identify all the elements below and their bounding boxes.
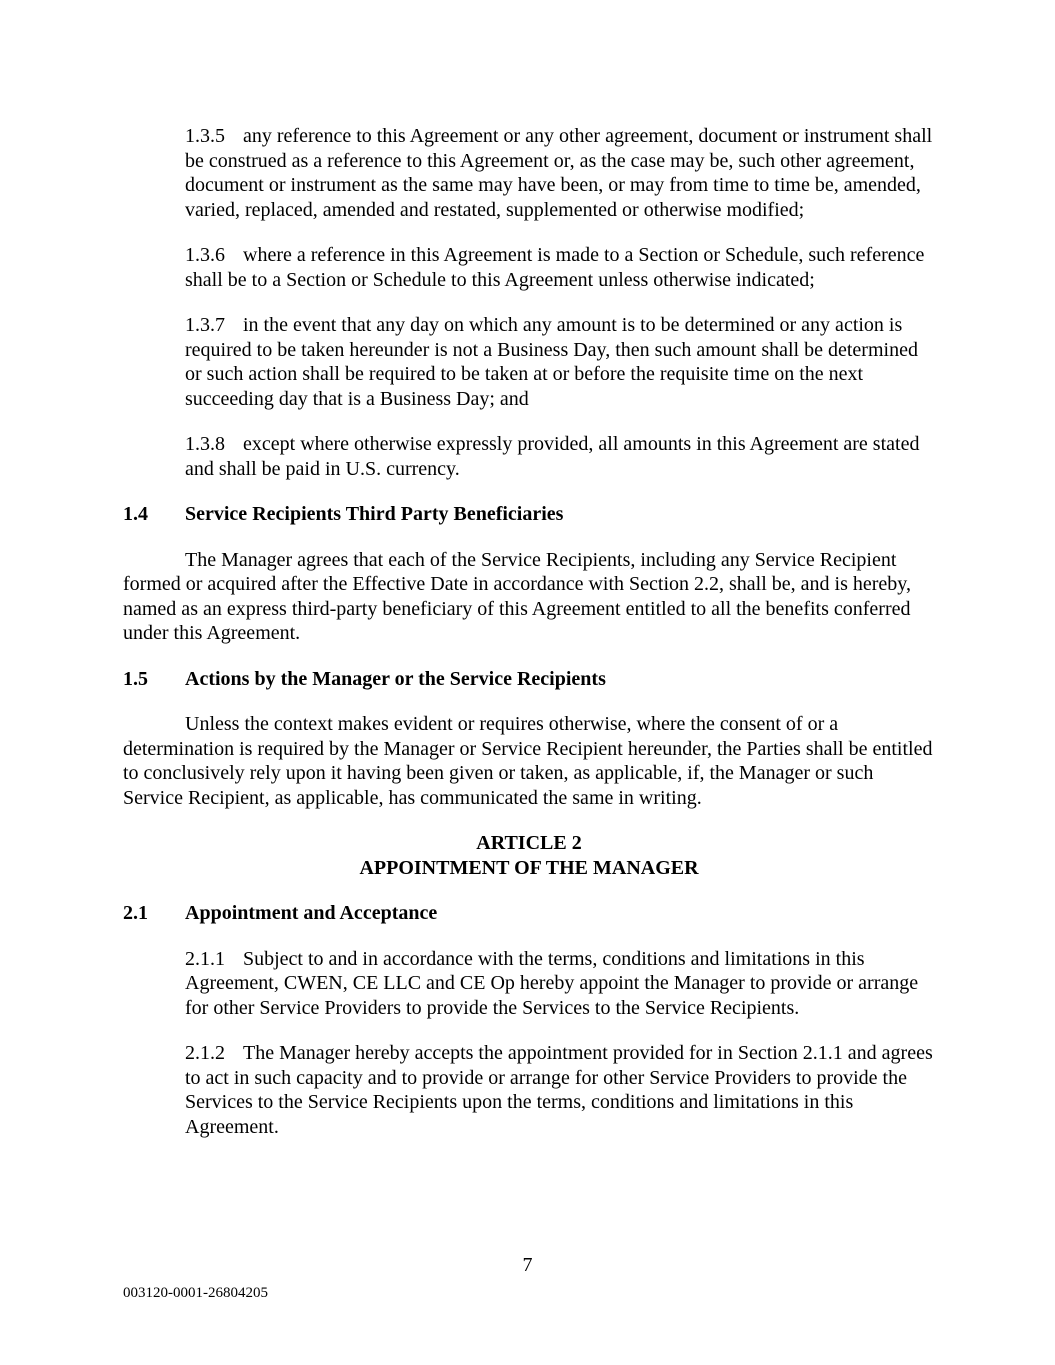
clause-1-3-5 — [185, 124, 935, 222]
clause-2-1-2 — [185, 1041, 935, 1139]
section-title: Service Recipients Third Party Beneficiaries — [185, 503, 564, 525]
clause-text: in the event that any day on which any amount is to be determined or any action is required to be taken hereunder is not a Business Day, then such amount shall be determined or such action shall be required to be taken at or before the requisite time on the next succeeding day that is a Business Day; and — [185, 314, 918, 410]
section-number: 1.5 — [123, 667, 148, 690]
clause-number: 1.3.5 — [185, 125, 225, 147]
clause-1-3-8 — [185, 432, 935, 481]
clause-2-1-1 — [185, 947, 935, 1021]
clause-text: The Manager hereby accepts the appointment provided for in Section 2.1.1 and agrees to act in such capacity and to provide or arrange for other Service Providers to provide the Services to the Service Recipients upon the terms, conditions and limitations in this Agreement. — [185, 1042, 933, 1138]
section-title: Appointment and Acceptance — [185, 902, 438, 924]
clause-text: except where otherwise expressly provided, all amounts in this Agreement are stated and shall be paid in U.S. currency. — [185, 433, 920, 480]
clause-number: 1.3.8 — [185, 433, 225, 455]
section-1-5-paragraph: Unless the context makes evident or requires otherwise, where the consent of or a determination is required by the Manager or Service Recipient hereunder, the Parties shall be entitled to conclusively rely upon it having been given or taken, as applicable, if, the Manager or such Service Recipient, as applicable, has communicated the same in writing. — [123, 713, 933, 809]
clause-1-3-7 — [185, 313, 935, 411]
clause-text: Subject to and in accordance with the terms, conditions and limitations in this Agreement, CWEN, CE LLC and CE Op hereby appoint the Manager to provide or arrange for other Service Providers to provide the Services to the Service Recipients. — [185, 947, 919, 1019]
article-2-title: ARTICLE 2 — [476, 832, 582, 854]
section-number: 1.4 — [123, 503, 148, 525]
article-2-subtitle: APPOINTMENT OF THE MANAGER — [359, 856, 699, 879]
clause-text: where a reference in this Agreement is made to a Section or Schedule, such reference shall be to a Section or Schedule to this Agreement unless otherwise indicated; — [185, 244, 925, 291]
section-heading-2-1 — [123, 901, 935, 926]
section-number: 2.1 — [123, 902, 148, 924]
clause-number: 1.3.6 — [185, 244, 225, 266]
section-title: Actions by the Manager or the Service Recipients — [185, 667, 606, 690]
article-2-heading — [123, 831, 935, 880]
page-number: 7 — [522, 1254, 533, 1276]
clause-number: 1.3.7 — [185, 314, 225, 336]
section-heading-1-5 — [123, 667, 935, 692]
document-body — [123, 124, 935, 1160]
clause-number: 2.1.1 — [185, 947, 225, 970]
section-heading-1-4 — [123, 502, 935, 527]
clause-text: any reference to this Agreement or any other agreement, document or instrument shall be construed as a reference to this Agreement or, as the case may be, such other agreement, document or instrument as the same may have been, or may from time to time be, amended, varied, replaced, amended and restated, supplemented or otherwise modified; — [185, 125, 933, 221]
section-1-4-paragraph: The Manager agrees that each of the Service Recipients, including any Service Recipient formed or acquired after the Effective Date in accordance with Section 2.2, shall be, and is hereby, named as an express third-party beneficiary of this Agreement entitled to all the benefits conferred under this Agreement. — [123, 548, 912, 644]
document-code: 003120-0001-26804205 — [123, 1285, 268, 1301]
clause-1-3-6 — [185, 243, 935, 292]
clause-number: 2.1.2 — [185, 1042, 225, 1064]
